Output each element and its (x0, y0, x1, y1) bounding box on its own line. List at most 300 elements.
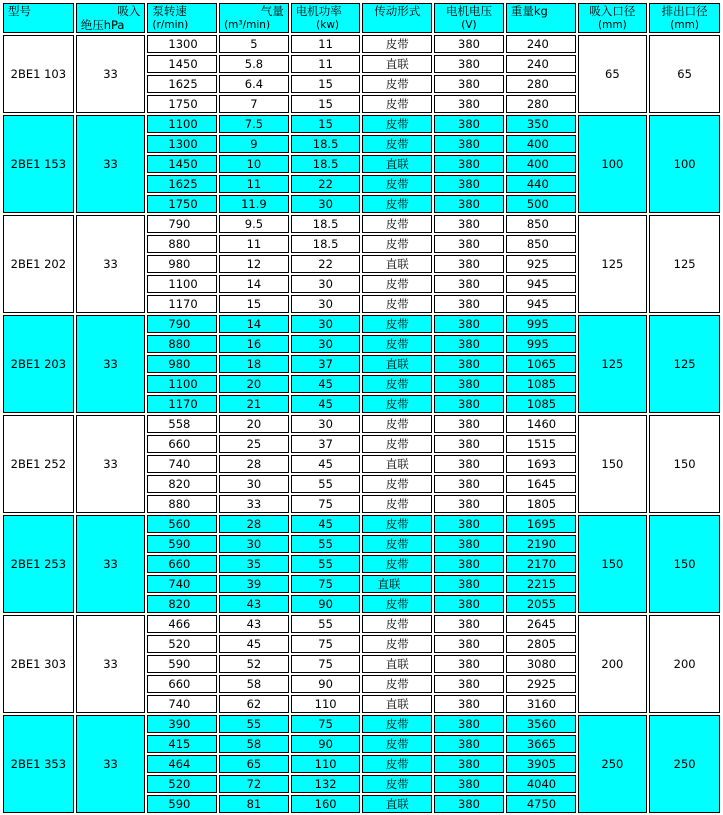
pump-speed-cell: 1300 (147, 35, 217, 53)
motor-power-cell: 45 (291, 455, 361, 473)
drive-type-cell: 直联 (362, 255, 432, 273)
weight-cell: 2805 (506, 635, 576, 653)
air-volume-cell: 11.9 (219, 195, 289, 213)
motor-voltage-cell: 380 (434, 395, 504, 413)
motor-power-cell: 55 (291, 475, 361, 493)
weight-cell: 850 (506, 215, 576, 233)
motor-voltage-cell: 380 (434, 175, 504, 193)
motor-power-cell: 30 (291, 295, 361, 313)
drive-type-cell: 皮带 (362, 95, 432, 113)
outlet-diameter-cell: 65 (649, 35, 720, 113)
weight-cell: 4750 (506, 795, 576, 813)
header-speed-line2: (r/min) (152, 19, 189, 31)
motor-voltage-cell: 380 (434, 115, 504, 133)
outlet-diameter-cell: 250 (649, 715, 720, 813)
motor-voltage-cell: 380 (434, 195, 504, 213)
motor-power-cell: 55 (291, 615, 361, 633)
motor-voltage-cell: 380 (434, 75, 504, 93)
motor-voltage-cell: 380 (434, 695, 504, 713)
pump-speed-cell: 1100 (147, 375, 217, 393)
motor-power-cell: 15 (291, 95, 361, 113)
pump-speed-cell: 880 (147, 335, 217, 353)
motor-power-cell: 55 (291, 535, 361, 553)
pump-speed-cell: 820 (147, 475, 217, 493)
motor-voltage-cell: 380 (434, 675, 504, 693)
header-speed-line1: 泵转速 (152, 4, 187, 18)
motor-power-cell: 75 (291, 715, 361, 733)
motor-power-cell: 30 (291, 315, 361, 333)
pump-speed-cell: 660 (147, 675, 217, 693)
pump-speed-cell: 660 (147, 435, 217, 453)
air-volume-cell: 20 (219, 415, 289, 433)
air-volume-cell: 65 (219, 755, 289, 773)
air-volume-cell: 28 (219, 455, 289, 473)
pump-speed-cell: 1625 (147, 175, 217, 193)
drive-type-cell: 皮带 (362, 75, 432, 93)
header-speed (147, 3, 217, 33)
motor-voltage-cell: 380 (434, 535, 504, 553)
model-cell: 2BE1 252 (3, 415, 74, 513)
weight-cell: 3160 (506, 695, 576, 713)
air-volume-cell: 10 (219, 155, 289, 173)
pump-speed-cell: 1625 (147, 75, 217, 93)
weight-cell: 240 (506, 35, 576, 53)
motor-voltage-cell: 380 (434, 335, 504, 353)
motor-voltage-cell: 380 (434, 155, 504, 173)
pump-speed-cell: 880 (147, 235, 217, 253)
pump-speed-cell: 1170 (147, 395, 217, 413)
weight-cell: 925 (506, 255, 576, 273)
motor-power-cell: 22 (291, 175, 361, 193)
drive-type-cell: 皮带 (362, 475, 432, 493)
header-inlet-line1: 吸入口径 (589, 4, 636, 18)
pump-speed-cell: 980 (147, 255, 217, 273)
outlet-diameter-cell: 150 (649, 515, 720, 613)
pump-speed-cell: 1100 (147, 115, 217, 133)
header-voltage (434, 3, 504, 33)
suction-pressure-cell: 33 (76, 115, 146, 213)
air-volume-cell: 16 (219, 335, 289, 353)
header-pressure-line2: 绝压hPa (80, 18, 125, 32)
inlet-diameter-cell: 100 (578, 115, 648, 213)
weight-cell: 995 (506, 335, 576, 353)
drive-type-cell: 皮带 (362, 595, 432, 613)
weight-cell: 945 (506, 275, 576, 293)
air-volume-cell: 7 (219, 95, 289, 113)
motor-voltage-cell: 380 (434, 455, 504, 473)
motor-voltage-cell: 380 (434, 735, 504, 753)
outlet-diameter-cell: 125 (649, 315, 720, 413)
motor-power-cell: 30 (291, 195, 361, 213)
air-volume-cell: 52 (219, 655, 289, 673)
model-cell: 2BE1 253 (3, 515, 74, 613)
model-cell: 2BE1 353 (3, 715, 74, 813)
pump-speed-cell: 520 (147, 635, 217, 653)
table-row (3, 115, 720, 133)
table-row (3, 215, 720, 233)
motor-voltage-cell: 380 (434, 655, 504, 673)
drive-type-cell: 直联 (362, 55, 432, 73)
air-volume-cell: 30 (219, 535, 289, 553)
motor-power-cell: 75 (291, 635, 361, 653)
pump-speed-cell: 980 (147, 355, 217, 373)
motor-power-cell: 37 (291, 435, 361, 453)
air-volume-cell: 55 (219, 715, 289, 733)
drive-type-cell: 皮带 (362, 735, 432, 753)
air-volume-cell: 20 (219, 375, 289, 393)
motor-voltage-cell: 380 (434, 255, 504, 273)
air-volume-cell: 21 (219, 395, 289, 413)
drive-type-cell: 皮带 (362, 535, 432, 553)
drive-type-cell: 直联 (362, 695, 432, 713)
air-volume-cell: 43 (219, 615, 289, 633)
weight-cell: 350 (506, 115, 576, 133)
motor-power-cell: 18.5 (291, 235, 361, 253)
weight-cell: 945 (506, 295, 576, 313)
header-inlet-line2: (mm) (598, 19, 627, 31)
drive-type-cell: 皮带 (362, 175, 432, 193)
motor-voltage-cell: 380 (434, 235, 504, 253)
weight-cell: 3905 (506, 755, 576, 773)
motor-power-cell: 45 (291, 395, 361, 413)
air-volume-cell: 5.8 (219, 55, 289, 73)
pump-speed-cell: 415 (147, 735, 217, 753)
motor-voltage-cell: 380 (434, 375, 504, 393)
model-cell: 2BE1 203 (3, 315, 74, 413)
motor-power-cell: 11 (291, 35, 361, 53)
air-volume-cell: 30 (219, 475, 289, 493)
motor-voltage-cell: 380 (434, 795, 504, 813)
header-air-line1: 气量 (260, 4, 284, 18)
inlet-diameter-cell: 250 (578, 715, 648, 813)
motor-power-cell: 110 (291, 755, 361, 773)
suction-pressure-cell: 33 (76, 515, 146, 613)
motor-voltage-cell: 380 (434, 135, 504, 153)
pump-speed-cell: 558 (147, 415, 217, 433)
weight-cell: 2055 (506, 595, 576, 613)
motor-power-cell: 30 (291, 275, 361, 293)
drive-type-cell: 皮带 (362, 115, 432, 133)
motor-voltage-cell: 380 (434, 635, 504, 653)
suction-pressure-cell: 33 (76, 35, 146, 113)
weight-cell: 995 (506, 315, 576, 333)
pump-speed-cell: 1300 (147, 135, 217, 153)
pump-speed-cell: 740 (147, 455, 217, 473)
weight-cell: 1460 (506, 415, 576, 433)
header-power-line1: 电机功率 (295, 4, 342, 18)
motor-voltage-cell: 380 (434, 295, 504, 313)
air-volume-cell: 62 (219, 695, 289, 713)
header-power-line2: (kw) (316, 19, 340, 31)
suction-pressure-cell: 33 (76, 315, 146, 413)
motor-power-cell: 110 (291, 695, 361, 713)
air-volume-cell: 15 (219, 295, 289, 313)
drive-type-cell: 皮带 (362, 675, 432, 693)
air-volume-cell: 28 (219, 515, 289, 533)
drive-type-cell: 皮带 (362, 195, 432, 213)
drive-type-cell: 皮带 (362, 555, 432, 573)
weight-cell: 240 (506, 55, 576, 73)
weight-cell: 1515 (506, 435, 576, 453)
drive-type-cell: 皮带 (362, 395, 432, 413)
air-volume-cell: 58 (219, 735, 289, 753)
weight-cell: 3560 (506, 715, 576, 733)
drive-type-cell: 直联 (362, 655, 432, 673)
pump-speed-cell: 590 (147, 795, 217, 813)
inlet-diameter-cell: 150 (578, 415, 648, 513)
header-pressure (76, 3, 146, 33)
motor-voltage-cell: 380 (434, 355, 504, 373)
air-volume-cell: 14 (219, 315, 289, 333)
pump-speed-cell: 560 (147, 515, 217, 533)
drive-type-cell: 皮带 (362, 775, 432, 793)
header-row (3, 3, 720, 33)
weight-cell: 500 (506, 195, 576, 213)
weight-cell: 1693 (506, 455, 576, 473)
motor-voltage-cell: 380 (434, 435, 504, 453)
drive-type-cell: 皮带 (362, 315, 432, 333)
weight-cell: 280 (506, 75, 576, 93)
motor-power-cell: 160 (291, 795, 361, 813)
air-volume-cell: 39 (219, 575, 289, 593)
air-volume-cell: 9 (219, 135, 289, 153)
air-volume-cell: 9.5 (219, 215, 289, 233)
model-cell: 2BE1 153 (3, 115, 74, 213)
drive-type-cell: 直联 (362, 575, 432, 593)
weight-cell: 4040 (506, 775, 576, 793)
weight-cell: 280 (506, 95, 576, 113)
weight-cell: 1695 (506, 515, 576, 533)
motor-voltage-cell: 380 (434, 755, 504, 773)
motor-voltage-cell: 380 (434, 275, 504, 293)
weight-cell: 2925 (506, 675, 576, 693)
header-voltage-line1: 电机电压 (445, 4, 492, 18)
motor-power-cell: 90 (291, 675, 361, 693)
motor-power-cell: 30 (291, 415, 361, 433)
motor-power-cell: 15 (291, 115, 361, 133)
motor-power-cell: 22 (291, 255, 361, 273)
motor-voltage-cell: 380 (434, 415, 504, 433)
drive-type-cell: 皮带 (362, 295, 432, 313)
weight-cell: 2645 (506, 615, 576, 633)
model-cell: 2BE1 303 (3, 615, 74, 713)
weight-cell: 2190 (506, 535, 576, 553)
pump-speed-cell: 590 (147, 655, 217, 673)
air-volume-cell: 81 (219, 795, 289, 813)
header-voltage-line2: (V) (461, 19, 477, 31)
suction-pressure-cell: 33 (76, 415, 146, 513)
weight-cell: 1645 (506, 475, 576, 493)
motor-voltage-cell: 380 (434, 35, 504, 53)
air-volume-cell: 11 (219, 175, 289, 193)
pump-speed-cell: 466 (147, 615, 217, 633)
motor-voltage-cell: 380 (434, 595, 504, 613)
pump-speed-cell: 660 (147, 555, 217, 573)
air-volume-cell: 45 (219, 635, 289, 653)
motor-power-cell: 55 (291, 555, 361, 573)
header-model: 型号 (3, 3, 74, 33)
suction-pressure-cell: 33 (76, 615, 146, 713)
air-volume-cell: 14 (219, 275, 289, 293)
drive-type-cell: 皮带 (362, 635, 432, 653)
motor-voltage-cell: 380 (434, 775, 504, 793)
weight-cell: 2170 (506, 555, 576, 573)
header-weight: 重量kg (506, 3, 576, 33)
motor-power-cell: 90 (291, 735, 361, 753)
air-volume-cell: 18 (219, 355, 289, 373)
motor-voltage-cell: 380 (434, 555, 504, 573)
drive-type-cell: 皮带 (362, 275, 432, 293)
pump-speed-cell: 1450 (147, 55, 217, 73)
spec-table-body (3, 35, 720, 813)
drive-type-cell: 皮带 (362, 615, 432, 633)
motor-power-cell: 15 (291, 75, 361, 93)
motor-power-cell: 37 (291, 355, 361, 373)
inlet-diameter-cell: 125 (578, 315, 648, 413)
motor-power-cell: 18.5 (291, 135, 361, 153)
motor-power-cell: 75 (291, 655, 361, 673)
pump-speed-cell: 390 (147, 715, 217, 733)
pump-speed-cell: 464 (147, 755, 217, 773)
pump-speed-cell: 820 (147, 595, 217, 613)
motor-power-cell: 11 (291, 55, 361, 73)
pump-speed-cell: 740 (147, 575, 217, 593)
header-inlet (578, 3, 648, 33)
table-row (3, 715, 720, 733)
drive-type-cell: 皮带 (362, 435, 432, 453)
drive-type-cell: 直联 (362, 795, 432, 813)
header-drive: 传动形式 (362, 3, 432, 33)
motor-voltage-cell: 380 (434, 55, 504, 73)
air-volume-cell: 5 (219, 35, 289, 53)
pump-speed-cell: 740 (147, 695, 217, 713)
motor-power-cell: 132 (291, 775, 361, 793)
header-outlet (649, 3, 720, 33)
motor-power-cell: 75 (291, 575, 361, 593)
drive-type-cell: 直联 (362, 355, 432, 373)
drive-type-cell: 直联 (362, 455, 432, 473)
pump-speed-cell: 1750 (147, 95, 217, 113)
outlet-diameter-cell: 200 (649, 615, 720, 713)
weight-cell: 3665 (506, 735, 576, 753)
table-row (3, 315, 720, 333)
air-volume-cell: 35 (219, 555, 289, 573)
header-air-line2: (m³/min) (224, 19, 271, 31)
motor-power-cell: 18.5 (291, 215, 361, 233)
motor-power-cell: 90 (291, 595, 361, 613)
weight-cell: 1085 (506, 395, 576, 413)
drive-type-cell: 皮带 (362, 135, 432, 153)
model-cell: 2BE1 202 (3, 215, 74, 313)
table-row (3, 515, 720, 533)
air-volume-cell: 7.5 (219, 115, 289, 133)
weight-cell: 400 (506, 135, 576, 153)
inlet-diameter-cell: 200 (578, 615, 648, 713)
motor-power-cell: 30 (291, 335, 361, 353)
drive-type-cell: 皮带 (362, 495, 432, 513)
motor-voltage-cell: 380 (434, 495, 504, 513)
drive-type-cell: 皮带 (362, 335, 432, 353)
weight-cell: 850 (506, 235, 576, 253)
drive-type-cell: 皮带 (362, 515, 432, 533)
motor-voltage-cell: 380 (434, 715, 504, 733)
motor-voltage-cell: 380 (434, 475, 504, 493)
motor-voltage-cell: 380 (434, 95, 504, 113)
inlet-diameter-cell: 125 (578, 215, 648, 313)
drive-type-cell: 皮带 (362, 215, 432, 233)
pump-speed-cell: 790 (147, 315, 217, 333)
weight-cell: 2215 (506, 575, 576, 593)
inlet-diameter-cell: 150 (578, 515, 648, 613)
pump-speed-cell: 1170 (147, 295, 217, 313)
motor-voltage-cell: 380 (434, 215, 504, 233)
inlet-diameter-cell: 65 (578, 35, 648, 113)
drive-type-cell: 皮带 (362, 35, 432, 53)
weight-cell: 3080 (506, 655, 576, 673)
motor-power-cell: 45 (291, 515, 361, 533)
air-volume-cell: 12 (219, 255, 289, 273)
motor-power-cell: 45 (291, 375, 361, 393)
table-row (3, 415, 720, 433)
outlet-diameter-cell: 125 (649, 215, 720, 313)
weight-cell: 440 (506, 175, 576, 193)
header-air (219, 3, 289, 33)
air-volume-cell: 72 (219, 775, 289, 793)
motor-power-cell: 18.5 (291, 155, 361, 173)
table-row (3, 35, 720, 53)
weight-cell: 400 (506, 155, 576, 173)
drive-type-cell: 皮带 (362, 415, 432, 433)
weight-cell: 1805 (506, 495, 576, 513)
spec-table (1, 1, 722, 815)
suction-pressure-cell: 33 (76, 715, 146, 813)
drive-type-cell: 皮带 (362, 375, 432, 393)
header-outlet-line1: 排出口径 (661, 4, 708, 18)
pump-speed-cell: 790 (147, 215, 217, 233)
header-outlet-line2: (mm) (670, 19, 699, 31)
drive-type-cell: 皮带 (362, 235, 432, 253)
air-volume-cell: 6.4 (219, 75, 289, 93)
pump-speed-cell: 1100 (147, 275, 217, 293)
motor-voltage-cell: 380 (434, 315, 504, 333)
weight-cell: 1085 (506, 375, 576, 393)
pump-speed-cell: 880 (147, 495, 217, 513)
suction-pressure-cell: 33 (76, 215, 146, 313)
table-row (3, 615, 720, 633)
motor-voltage-cell: 380 (434, 615, 504, 633)
weight-cell: 1065 (506, 355, 576, 373)
pump-speed-cell: 520 (147, 775, 217, 793)
pump-speed-cell: 1750 (147, 195, 217, 213)
motor-voltage-cell: 380 (434, 515, 504, 533)
motor-power-cell: 75 (291, 495, 361, 513)
model-cell: 2BE1 103 (3, 35, 74, 113)
drive-type-cell: 皮带 (362, 755, 432, 773)
pump-speed-cell: 590 (147, 535, 217, 553)
air-volume-cell: 25 (219, 435, 289, 453)
air-volume-cell: 11 (219, 235, 289, 253)
air-volume-cell: 43 (219, 595, 289, 613)
air-volume-cell: 58 (219, 675, 289, 693)
header-pressure-line1: 吸入 (117, 4, 141, 18)
drive-type-cell: 皮带 (362, 715, 432, 733)
pump-speed-cell: 1450 (147, 155, 217, 173)
header-power (291, 3, 361, 33)
outlet-diameter-cell: 100 (649, 115, 720, 213)
air-volume-cell: 33 (219, 495, 289, 513)
drive-type-cell: 直联 (362, 155, 432, 173)
outlet-diameter-cell: 150 (649, 415, 720, 513)
